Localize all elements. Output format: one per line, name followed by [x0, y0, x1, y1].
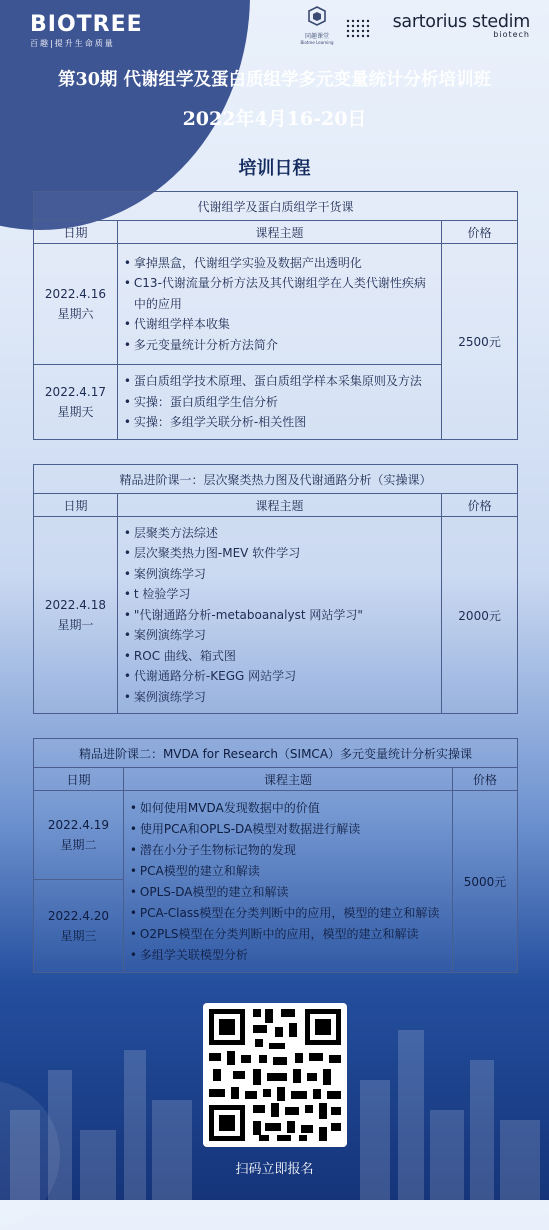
learning-name-cn: 同趣课堂: [304, 33, 329, 40]
topic-item: • 潜在小分子生物标记物的发现: [130, 840, 448, 861]
topic-item: • 层次聚类热力图-MEV 软件学习: [124, 543, 437, 564]
date-cell: [34, 880, 124, 973]
table-caption: 代谢组学及蛋白质组学干货课: [34, 192, 518, 221]
date-text: 2022.4.20: [47, 909, 109, 923]
biotree-logo-text: BIOTREE: [30, 12, 143, 37]
topic-item: • 代谢通路分析-KEGG 网站学习: [124, 666, 437, 687]
topic-item: • PCA-Class模型在分类判断中的应用，模型的建立和解读: [130, 903, 448, 924]
price-cell: 5000元: [453, 791, 518, 973]
topics-cell: [117, 244, 441, 365]
schedule-table-basic-course: [33, 191, 518, 440]
topic-item: • 案例演练学习: [124, 687, 437, 708]
topic-item: • 案例演练学习: [124, 625, 437, 646]
topic-item: • 层聚类方法综述: [124, 523, 437, 544]
table-caption: 精品进阶课一：层次聚类热力图及代谢通路分析（实操课）: [34, 465, 518, 494]
topic-item: • ROC 曲线、箱式图: [124, 646, 437, 667]
topic-item: • 多组学关联模型分析: [130, 945, 448, 966]
qr-code-icon: [203, 1003, 347, 1147]
weekday-text: 星期二: [60, 838, 97, 852]
biotree-learning-logo: [300, 6, 334, 45]
weekday-text: 星期天: [57, 405, 94, 419]
biotree-logo: [30, 12, 143, 49]
topic-item: • OPLS-DA模型的建立和解读: [130, 882, 448, 903]
topic-item: • 如何使用MVDA发现数据中的价值: [130, 798, 448, 819]
date-text: 2022.4.19: [47, 818, 109, 832]
topic-item: • t 检验学习: [124, 584, 437, 605]
date-cell: [34, 791, 124, 880]
learning-name-en: Biotree Learning: [300, 40, 334, 45]
sartorius-logo: [380, 12, 530, 39]
column-header-price: 价格: [442, 494, 518, 517]
topic-item: • C13-代谢流量分析方法及其代谢组学在人类代谢性疾病中的应用: [124, 273, 437, 314]
topics-cell: [123, 791, 452, 973]
price-cell: 2500元: [442, 244, 518, 440]
table-caption: 精品进阶课二：MVDA for Research（SIMCA）多元变量统计分析实操课: [34, 739, 518, 768]
topic-item: • "代谢通路分析-metaboanalyst 网站学习": [124, 605, 437, 626]
sartorius-logo-text: sartorius stedim: [392, 12, 530, 32]
table-row: [34, 244, 518, 365]
schedule-table-advanced-course-1: [33, 464, 518, 714]
column-header-topic: 课程主题: [123, 768, 452, 791]
column-header-topic: 课程主题: [117, 221, 441, 244]
schedule-heading: 培训日程: [238, 158, 311, 179]
date-cell: [34, 517, 118, 714]
topic-item: • 案例演练学习: [124, 564, 437, 585]
column-header-date: 日期: [34, 768, 124, 791]
header: [0, 0, 549, 60]
date-text: 2022.4.17: [44, 385, 106, 399]
price-cell: 2000元: [442, 517, 518, 714]
event-title: 第30期 代谢组学及蛋白质组学多元变量统计分析培训班: [58, 70, 491, 90]
sartorius-logo-subtext: biotech: [493, 30, 530, 39]
biotree-tagline: 百趣|提升生命质量: [30, 39, 115, 48]
topic-item: • 代谢组学样本收集: [124, 314, 437, 335]
topic-item: • 拿掉黑盒，代谢组学实验及数据产出透明化: [124, 253, 437, 274]
column-header-date: 日期: [34, 494, 118, 517]
column-header-price: 价格: [453, 768, 518, 791]
weekday-text: 星期六: [57, 307, 94, 321]
qr-caption: 扫码立即报名: [235, 1162, 314, 1177]
table-row: [34, 791, 518, 880]
date-text: 2022.4.18: [44, 598, 106, 612]
topic-item: • 使用PCA和OPLS-DA模型对数据进行解读: [130, 819, 448, 840]
weekday-text: 星期三: [60, 929, 97, 943]
date-cell: [34, 365, 118, 440]
topic-item: • 实操：多组学关联分析-相关性图: [124, 412, 437, 433]
topic-item: • PCA模型的建立和解读: [130, 861, 448, 882]
event-dates: 2022年4月16-20日: [182, 108, 367, 130]
topics-cell: [117, 517, 441, 714]
date-cell: [34, 244, 118, 365]
cube-icon: [308, 6, 326, 26]
column-header-date: 日期: [34, 221, 118, 244]
date-text: 2022.4.16: [44, 287, 106, 301]
sartorius-dots-icon: [345, 17, 373, 39]
topic-item: • 实操：蛋白质组学生信分析: [124, 392, 437, 413]
topics-cell: [117, 365, 441, 440]
weekday-text: 星期一: [57, 618, 94, 632]
topic-item: • 多元变量统计分析方法简介: [124, 335, 437, 356]
topic-item: • O2PLS模型在分类判断中的应用，模型的建立和解读: [130, 924, 448, 945]
column-header-price: 价格: [442, 221, 518, 244]
column-header-topic: 课程主题: [117, 494, 441, 517]
schedule-table-advanced-course-2: [33, 738, 518, 973]
topic-item: • 蛋白质组学技术原理、蛋白质组学样本采集原则及方法: [124, 371, 437, 392]
registration-qr-code[interactable]: [203, 1003, 347, 1147]
table-row: [34, 517, 518, 714]
